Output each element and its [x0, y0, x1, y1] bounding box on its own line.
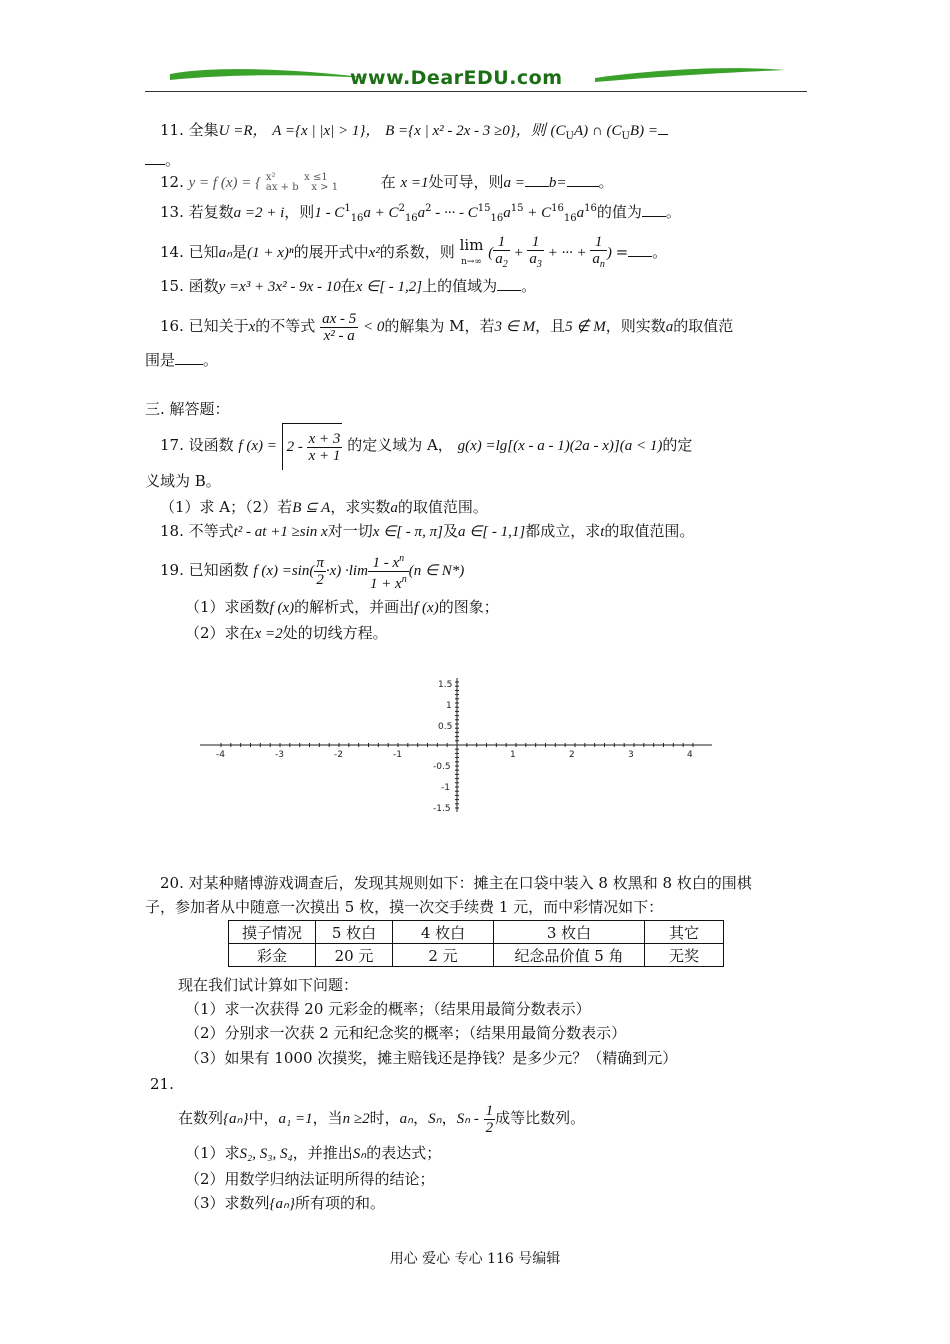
question-11: 11. 全集U =R， A ={x | |x| > 1}， B ={x | x² - 2x - 3 ≥0}，则 $(C_UA)$ ∩ $(C_UB)$ = [160, 120, 668, 146]
q18-t: t [600, 524, 605, 540]
q12-math-2: x =1 [400, 175, 429, 191]
x-tick-label: 4 [687, 750, 693, 760]
q17-line2: 义域为 B。 [145, 472, 221, 490]
q15-label: 15. 函数 [160, 277, 219, 295]
q19-sub2-b: 处的切线方程。 [282, 624, 388, 642]
q13-math-2: 1 - C [314, 205, 345, 221]
q18-text3: 及 [442, 522, 458, 540]
prize-table [228, 920, 724, 967]
question-21 [178, 1098, 585, 1138]
q21-text3: ，当 [312, 1109, 343, 1127]
q21-sub1 [185, 1144, 441, 1163]
q15-tail: 。 [521, 277, 537, 295]
q19-sub2 [185, 624, 388, 643]
x-tick-label: 1 [510, 750, 516, 760]
q21-text7: 成等比数列。 [495, 1109, 586, 1127]
y-tick-label: 0.5 [438, 722, 453, 732]
q19-label: 19. 已知函数 [160, 561, 249, 579]
table-cell: 5 枚白 [316, 921, 393, 944]
q19-sub1 [185, 598, 499, 617]
q16-continuation [145, 350, 218, 369]
q19-pi-frac: $\frac{\pi}{2}$ [316, 554, 324, 588]
q18-math-3: a ∈[ - 1,1] [457, 524, 526, 540]
q11-blank [658, 120, 668, 135]
q11-math-3: B ={x | x² - 2x - 3 ≥0}，则 [385, 123, 546, 139]
q17-label: 17. 设函数 [160, 436, 234, 454]
q21-m3: n ≥2 [342, 1111, 370, 1127]
q17-math-1: f (x) = [238, 438, 277, 454]
question-17 [160, 422, 692, 468]
table-cell: 纪念品价值 5 角 [494, 944, 645, 967]
q18-text5: 的取值范围。 [604, 522, 695, 540]
question-13: 13. 若复数a =2 + i，则$1 - C^1_{16}a + C^2_{16}a^2$ - ··· - $C^{15}_{16}a^{15} + C^{16}_{16}a^{16}$的值为 。 [160, 203, 681, 224]
q13-tail: 。 [665, 203, 681, 221]
q21-sub2: （2）用数学归纳法证明所得的结论； [185, 1170, 435, 1188]
left-swoosh-icon [170, 62, 370, 88]
coordinate-axes [200, 672, 715, 822]
q11-continuation [145, 150, 180, 169]
y-tick-label: 1.5 [438, 680, 453, 690]
q17-a: a [390, 500, 398, 516]
right-swoosh-icon [595, 62, 785, 88]
q16-text3: 的解集为 M，若 [384, 317, 495, 335]
q21-m1: {aₙ} [223, 1111, 249, 1127]
q17-text3: 的定 [662, 436, 693, 454]
q16-text2: 的不等式 [255, 317, 316, 335]
q19-math-3: (n ∈ N*) [408, 563, 465, 579]
q21-s1m2: Sₙ [352, 1146, 367, 1162]
q11-math-1: U =R， [218, 123, 268, 139]
q16-label: 16. 已知关于 [160, 317, 249, 335]
q21-s3m: {aₙ} [269, 1196, 296, 1212]
header-rule [145, 91, 807, 92]
q21-s3b: 所有项的和。 [295, 1194, 386, 1212]
q18-text2: 对一切 [327, 522, 373, 540]
x-tick-label: -4 [216, 750, 225, 760]
q21-text4: 时， [369, 1109, 400, 1127]
q13-math-1: a =2 + i [233, 205, 285, 221]
q11-blank-2 [145, 150, 165, 165]
q12-blank-a [525, 172, 549, 187]
table-cell: 20 元 [316, 944, 393, 967]
table-row [229, 944, 724, 967]
q15-math-1: y =x³ + 3x² - 9x - 10 [218, 279, 341, 295]
table-row [229, 921, 724, 944]
q19-frac: $\frac{1 - x^n}{1 + x^n}$ [369, 552, 407, 592]
q16-text4: ，且 [535, 317, 566, 335]
q14-label: 14. 已知 [160, 243, 219, 261]
q11-math-4: (C [550, 123, 566, 139]
q16-text6: 的取值范 [673, 317, 734, 335]
section-heading: 三. 解答题： [145, 400, 230, 418]
q17-sqrt: 2 - $\frac{x + 3}{x + 1}$ [282, 423, 343, 470]
q21-m4: aₙ [399, 1111, 414, 1127]
q19-sub1-b: 的解析式，并画出 [294, 598, 415, 616]
y-tick-label: -1.5 [433, 804, 451, 814]
table-cell: 其它 [645, 921, 724, 944]
site-header [145, 62, 807, 92]
q14-math-2: (1 + x)ⁿ [247, 245, 294, 261]
q18-math-1: t² - at +1 ≥sin x [233, 524, 328, 540]
question-14: 14. 已知aₙ是(1 + x)ⁿ的展开式中x²的系数，则 lim n→∞ ( $\frac{1}{a_2}$ + $\frac{1}{a_3}$ + ··· + $\frac{1}{a_n}$ ) = 。 [160, 232, 667, 272]
q17-text5: 的取值范围。 [397, 498, 488, 516]
q19-fx-1: f (x) [269, 600, 295, 616]
q16-line2: 围是 [145, 351, 176, 369]
q14-math-3: x² [368, 245, 380, 261]
q17-text2: 的定义域为 A， [347, 436, 453, 454]
q18-text4: 都成立，求 [525, 522, 601, 540]
question-15 [160, 276, 536, 296]
q12-blank-b [567, 172, 599, 187]
q12-b: b= [548, 175, 567, 191]
q19-sub1-a: （1）求函数 [185, 598, 270, 616]
q12-piecewise-cases: x² x ≤1 ax + b x > 1 [265, 172, 339, 193]
question-19 [160, 548, 464, 592]
q21-text2: 中， [248, 1109, 279, 1127]
q20-sub3: （3）如果有 1000 次摸奖，摊主赔钱还是挣钱？是多少元？（精确到元） [185, 1049, 678, 1067]
q16-math-3: 5 ∉ M [565, 319, 606, 335]
q11-tail: 。 [165, 151, 181, 169]
q11-math-2: A ={x | |x| > 1}， [272, 123, 381, 139]
q14-eq: = [615, 243, 629, 261]
q16-x: x [248, 319, 256, 335]
q16-blank [175, 350, 203, 365]
x-tick-label: -2 [334, 750, 343, 760]
q17-math-2: g(x) =lg[(x - a - 1)(2a - x)](a < 1) [457, 438, 663, 454]
q21-m2: a₁ =1 [278, 1111, 313, 1127]
y-tick-label: 1 [446, 701, 452, 711]
q21-s1c: 的表达式； [366, 1144, 442, 1162]
x-tick-label: 3 [628, 750, 634, 760]
table-cell: 3 枚白 [494, 921, 645, 944]
q19-sub2-a: （2）求在 [185, 624, 255, 642]
q20-intro: 现在我们试计算如下问题： [178, 976, 359, 994]
question-12 [160, 172, 614, 193]
q14-frac-2: $\frac{1}{a_3}$ [529, 233, 542, 270]
table-cell: 摸子情况 [229, 921, 316, 944]
q12-label: 12. [160, 173, 184, 191]
q21-s1b: ，并推出 [292, 1144, 353, 1162]
q11-math-6: B) = [629, 123, 658, 139]
q11-math-5: A) ∩ (C [573, 123, 622, 139]
y-tick-label: -0.5 [433, 762, 451, 772]
x-tick-label: -1 [393, 750, 402, 760]
q17-text4: ，求实数 [330, 498, 391, 516]
page-footer: 用心 爱心 专心 116 号编辑 [389, 1251, 561, 1267]
q21-m6: Sₙ - [456, 1111, 479, 1127]
q15-text2: 在 [340, 277, 356, 295]
q14-blank [628, 242, 652, 257]
q15-math-2: x ∈[ - 1,2] [355, 279, 423, 295]
q19-math-4: x =2 [254, 626, 283, 642]
q14-frac-1: $\frac{1}{a_2}$ [495, 233, 508, 270]
q19-math-2: ·x) ·lim [325, 563, 368, 579]
q21-label: 21. [150, 1075, 174, 1093]
q16-tail: 。 [203, 351, 219, 369]
q16-math: < 0 [363, 319, 385, 335]
q21-text: 在数列 [178, 1109, 224, 1127]
q21-text5: ， [413, 1109, 429, 1127]
q16-math-2: 3 ∈ M [494, 319, 536, 335]
q21-s1: （1）求 [185, 1144, 240, 1162]
site-logo-text: www.DearEDU.com [350, 67, 563, 89]
x-tick-label: -3 [275, 750, 284, 760]
table-cell: 彩金 [229, 944, 316, 967]
q12-tail: 。 [598, 173, 614, 191]
q15-blank [497, 276, 521, 291]
q14-text4: 的系数，则 [379, 243, 455, 261]
table-cell: 4 枚白 [393, 921, 494, 944]
q18-label: 18. 不等式 [160, 522, 234, 540]
q14-text2: 是 [232, 243, 248, 261]
question-18 [160, 522, 694, 541]
q15-text3: 上的值域为 [422, 277, 498, 295]
q14-tail: 。 [652, 243, 668, 261]
q18-math-2: x ∈[ - π, π] [372, 524, 443, 540]
q13-text3: 的值为 [596, 203, 642, 221]
table-cell: 无奖 [645, 944, 724, 967]
x-tick-label: 2 [569, 750, 575, 760]
q17-math-3: B ⊆ A [292, 500, 331, 516]
q13-text2: ，则 [284, 203, 315, 221]
y-tick-label: -1 [441, 783, 450, 793]
q20-line2: 子，参加者从中随意一次摸出 5 枚，摸一次交手续费 1 元，而中彩情况如下： [145, 898, 664, 916]
q20-sub1: （1）求一次获得 20 元彩金的概率；（结果用最简分数表示） [185, 1000, 591, 1018]
q12-piecewise: y = f (x) = { [188, 175, 262, 191]
q14-math-1: aₙ [218, 245, 233, 261]
q11-label: 11. 全集 [160, 121, 219, 139]
q21-m5: Sₙ [428, 1111, 442, 1127]
q17-line3: （1）求 A；（2）若 [160, 498, 293, 516]
q19-fx-2: f (x) [414, 600, 439, 616]
q19-math-1: f (x) =sin( [253, 563, 315, 579]
q12-text: 处可导，则 [428, 173, 504, 191]
q17-subquestions [160, 498, 488, 517]
q20-line1: 20. 对某种赌博游戏调查后，发现其规则如下：摊主在口袋中装入 8 枚黑和 8 枚白的围棋 [160, 874, 752, 892]
q14-frac-n: $\frac{1}{a_n}$ [592, 233, 605, 270]
q16-fraction: $\frac{ax - 5}{\text{x² - a}}$ [322, 310, 357, 344]
table-cell: 2 元 [393, 944, 494, 967]
q14-limit: lim n→∞ [459, 235, 484, 267]
q16-a: a [665, 319, 674, 335]
q21-half: $\frac{1}{2}$ [485, 1102, 494, 1136]
q12-a: a = [503, 175, 525, 191]
q13-blank [642, 202, 666, 217]
q21-s1m: S₂, S₃, S₄ [239, 1146, 293, 1162]
q14-text3: 的展开式中 [293, 243, 369, 261]
q13-label: 13. 若复数 [160, 203, 234, 221]
q20-sub2: （2）分别求一次获 2 元和纪念奖的概率；（结果用最简分数表示） [185, 1024, 627, 1042]
question-16 [160, 306, 733, 346]
q16-text5: ，则实数 [605, 317, 666, 335]
q21-sub3 [185, 1194, 385, 1213]
q21-text6: ， [441, 1109, 457, 1127]
q21-s3: （3）求数列 [185, 1194, 270, 1212]
q12-mid: 在 [380, 173, 396, 191]
q19-sub1-c: 的图象； [438, 598, 499, 616]
